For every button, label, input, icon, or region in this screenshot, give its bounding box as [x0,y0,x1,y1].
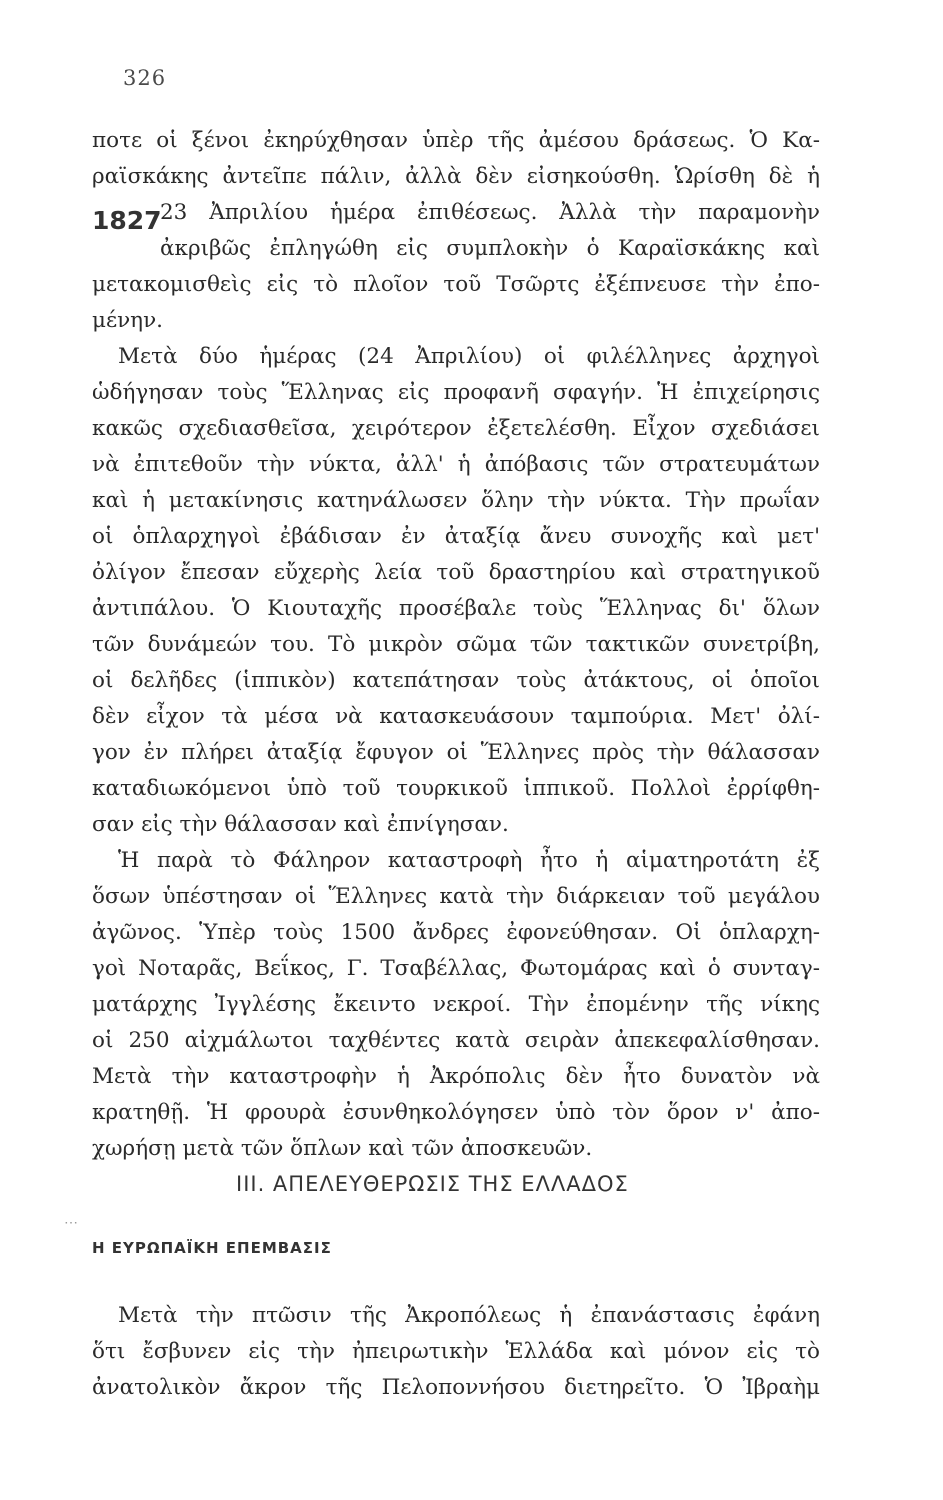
text-line: 23 Ἀπριλίου ἡμέρα ἐπιθέσεως. Ἀλλὰ τὴν παραμονὴν [160,200,820,225]
text-line: ἀγῶνος. Ὑπὲρ τοὺς 1500 ἄνδρες ἐφονεύθησαν. Οἱ ὁπλαρχη- [92,920,820,945]
text-line: δὲν εἶχον τὰ μέσα νὰ κατασκευάσουν ταμπούρια. Μετ' ὀλί- [92,704,820,729]
text-line: ἀντιπάλου. Ὁ Κιουταχῆς προσέβαλε τοὺς Ἕλληνας δι' ὅλων [92,596,820,621]
print-mark: ⋯ [64,1215,78,1231]
text-line: σαν εἰς τὴν θάλασσαν καὶ ἐπνίγησαν. [92,812,509,837]
text-line: οἱ δελῆδες (ἱππικὸν) κατεπάτησαν τοὺς ἀτάκτους, οἱ ὁποῖοι [92,668,820,693]
text-line: χωρήσῃ μετὰ τῶν ὅπλων καὶ τῶν ἀποσκευῶν. [92,1136,593,1161]
text-line: Μετὰ τὴν πτῶσιν τῆς Ἀκροπόλεως ἡ ἐπανάστασις ἐφάνη [118,1303,820,1328]
text-line: ὅσων ὑπέστησαν οἱ Ἕλληνες κατὰ τὴν διάρκειαν τοῦ μεγάλου [92,884,820,909]
text-line: κρατηθῇ. Ἡ φρουρὰ ἐσυνθηκολόγησεν ὑπὸ τὸν ὅρον ν' ἀπο- [92,1100,820,1125]
text-line: γον ἐν πλήρει ἀταξίᾳ ἔφυγον οἱ Ἕλληνες πρὸς τὴν θάλασσαν [92,740,820,765]
text-line: ὀλίγον ἔπεσαν εὔχερὴς λεία τοῦ δραστηρίου καὶ στρατηγικοῦ [92,560,820,585]
text-line: ἀκριβῶς ἐπληγώθη εἰς συμπλοκὴν ὁ Καραϊσκάκης καὶ [160,236,820,261]
sub-heading: Η ΕΥΡΩΠΑΪΚΗ ΕΠΕΜΒΑΣΙΣ [92,1239,332,1257]
text-line: μένην. [92,308,163,333]
text-line: μετακομισθεὶς εἰς τὸ πλοῖον τοῦ Τσῶρτς ἐξέπνευσε τὴν ἐπο- [92,272,820,297]
text-line: οἱ 250 αἰχμάλωτοι ταχθέντες κατὰ σειρὰν ἀπεκεφαλίσθησαν. [92,1028,820,1053]
page-number: 326 [123,66,167,90]
margin-year: 1827 [92,206,162,235]
text-line: οἱ ὁπλαρχηγοὶ ἐβάδισαν ἐν ἀταξίᾳ ἄνευ συνοχῆς καὶ μετ' [92,524,820,549]
text-line: ἀνατολικὸν ἄκρον τῆς Πελοποννήσου διετηρεῖτο. Ὁ Ἰβραὴμ [92,1375,820,1400]
text-line: ματάρχης Ἰγγλέσης ἔκειντο νεκροί. Τὴν ἐπομένην τῆς νίκης [92,992,820,1017]
text-line: ραϊσκάκης ἀντεῖπε πάλιν, ἀλλὰ δὲν εἰσηκούσθη. Ὡρίσθη δὲ ἡ [92,164,820,189]
text-line: ὡδήγησαν τοὺς Ἕλληνας εἰς προφανῆ σφαγήν. Ἡ ἐπιχείρησις [92,380,820,405]
text-line: Ἡ παρὰ τὸ Φάληρον καταστροφὴ ἦτο ἡ αἱματηροτάτη ἐξ [118,848,820,873]
text-line: καταδιωκόμενοι ὑπὸ τοῦ τουρκικοῦ ἱππικοῦ. Πολλοὶ ἐρρίφθη- [92,776,820,801]
text-line: καὶ ἡ μετακίνησις κατηνάλωσεν ὅλην τὴν νύκτα. Τὴν πρωΐαν [92,488,820,513]
text-line: ὅτι ἔσβυνεν εἰς τὴν ἠπειρωτικὴν Ἑλλάδα καὶ μόνον εἰς τὸ [92,1339,820,1364]
text-line: γοὶ Νοταρᾶς, Βεΐκος, Γ. Τσαβέλλας, Φωτομάρας καὶ ὁ συνταγ- [92,956,820,981]
text-line: ποτε οἱ ξένοι ἐκηρύχθησαν ὑπὲρ τῆς ἀμέσου δράσεως. Ὁ Κα- [92,128,820,153]
text-line: Μετὰ δύο ἡμέρας (24 Ἀπριλίου) οἱ φιλέλληνες ἀρχηγοὶ [118,344,820,369]
text-line: νὰ ἐπιτεθοῦν τὴν νύκτα, ἀλλ' ἡ ἀπόβασις τῶν στρατευμάτων [92,452,820,477]
text-line: τῶν δυνάμεών του. Τὸ μικρὸν σῶμα τῶν τακτικῶν συνετρίβη, [92,632,820,657]
text-line: κακῶς σχεδιασθεῖσα, χειρότερον ἐξετελέσθη. Εἶχον σχεδιάσει [92,416,820,441]
text-line: Μετὰ τὴν καταστροφὴν ἡ Ἀκρόπολις δὲν ἦτο δυνατὸν νὰ [92,1064,820,1089]
section-heading: III. ΑΠΕΛΕΥΘΕΡΩΣΙΣ ΤΗΣ ΕΛΛΑΔΟΣ [236,1172,629,1196]
